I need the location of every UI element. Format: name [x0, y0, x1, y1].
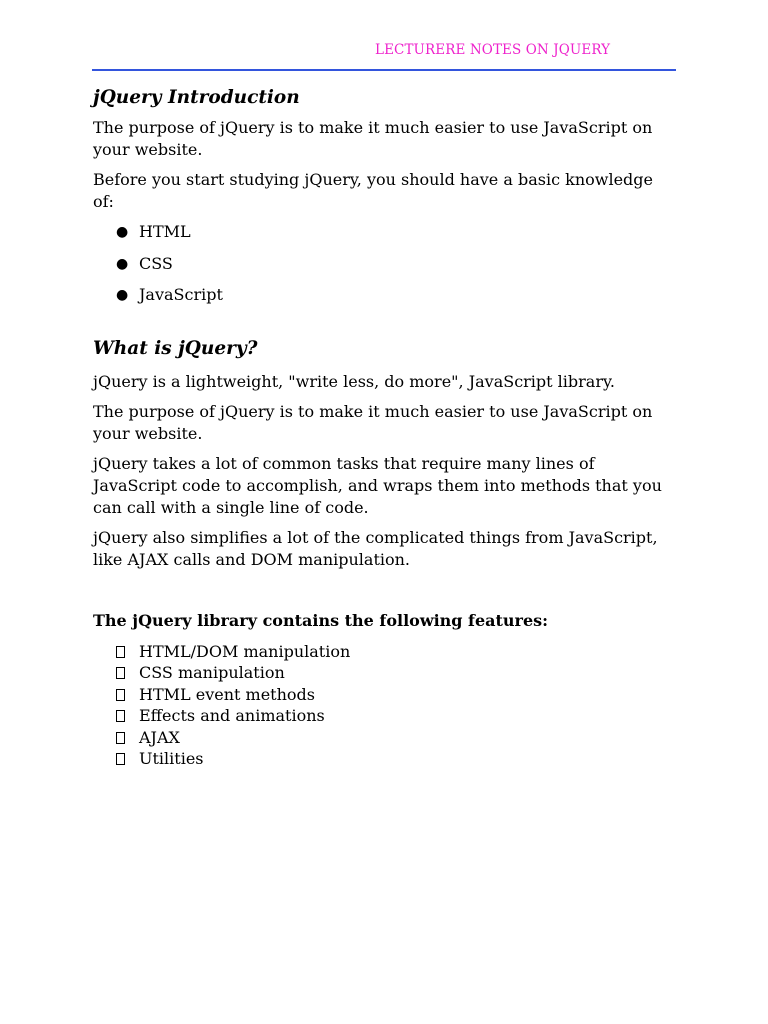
bullet-box-icon [116, 689, 125, 701]
what-paragraph-2: The purpose of jQuery is to make it much easier to use JavaScript on your website. [93, 401, 653, 443]
list-item: CSS manipulation [93, 662, 673, 684]
what-paragraph-1: jQuery is a lightweight, "write less, do more", JavaScript library. [93, 371, 615, 391]
section-heading-introduction: jQuery Introduction [93, 87, 300, 108]
bullet-box-icon [116, 646, 125, 658]
list-item: HTML event methods [93, 684, 673, 706]
list-item: ● JavaScript [116, 285, 223, 304]
list-item: ● CSS [116, 253, 173, 273]
section-heading-what-is-jquery: What is jQuery? [93, 337, 258, 359]
bullet-box-icon [116, 667, 125, 679]
list-item: HTML/DOM manipulation [93, 641, 673, 663]
list-item: ● HTML [116, 222, 191, 241]
prerequisite-list [93, 221, 673, 316]
bullet-box-icon [116, 753, 125, 765]
what-paragraph-3: jQuery takes a lot of common tasks that require many lines of JavaScript code to accomplish, and wraps them into methods that you can call with a single line of code. [93, 453, 662, 517]
header-title: LECTURERE NOTES ON JQUERY [375, 42, 611, 58]
bullet-dot-icon: ● [116, 287, 129, 303]
features-list [93, 641, 673, 771]
page-header [92, 40, 676, 71]
intro-paragraph-2: Before you start studying jQuery, you should have a basic knowledge of: [93, 170, 653, 211]
bullet-dot-icon: ● [116, 255, 129, 272]
bullet-dot-icon: ● [116, 224, 129, 240]
bullet-box-icon [116, 732, 125, 744]
features-heading: The jQuery library contains the following features: [93, 610, 549, 630]
list-item: Utilities [93, 748, 673, 770]
bullet-box-icon [116, 710, 125, 722]
intro-paragraph-1: The purpose of jQuery is to make it much easier to use JavaScript on your website. [93, 118, 653, 159]
document-body [93, 86, 673, 770]
list-item: AJAX [93, 727, 673, 749]
list-item: Effects and animations [93, 705, 673, 727]
what-paragraph-4: jQuery also simplifies a lot of the complicated things from JavaScript, like AJAX calls and DOM manipulation. [93, 527, 658, 569]
